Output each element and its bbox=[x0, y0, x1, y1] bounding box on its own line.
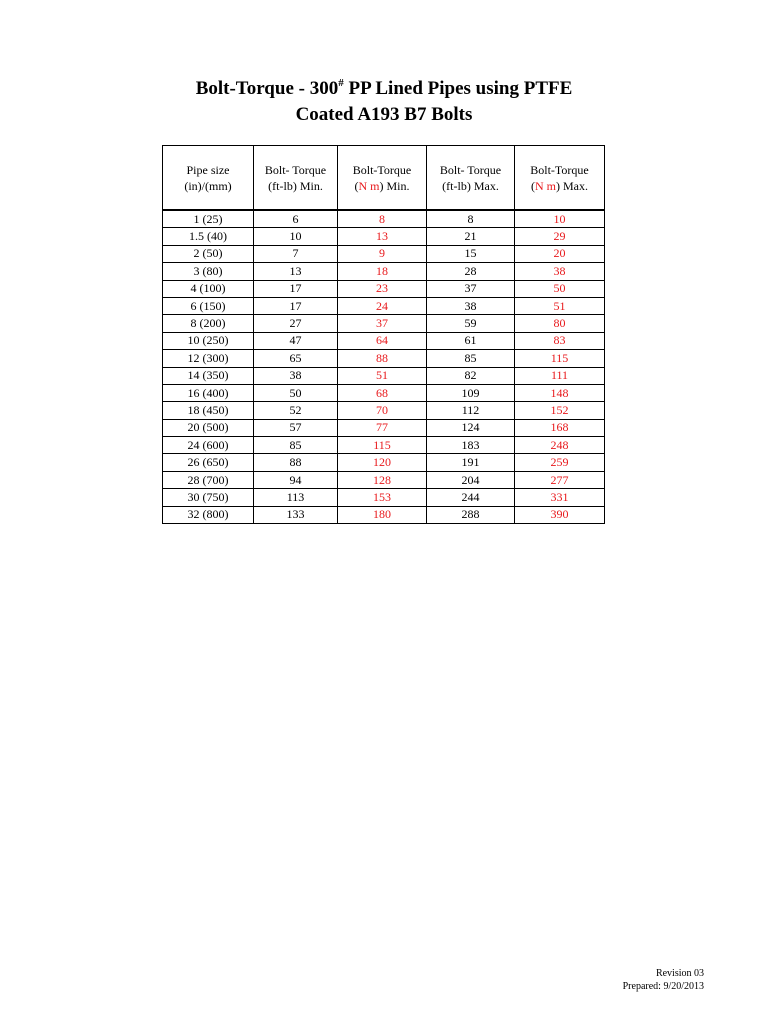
torque-ftlb-max-cell: 112 bbox=[427, 402, 515, 419]
torque-nm-max-cell: 111 bbox=[515, 367, 605, 384]
torque-nm-min-cell: 77 bbox=[338, 419, 427, 436]
table-row bbox=[163, 228, 605, 245]
torque-nm-min-cell: 120 bbox=[338, 454, 427, 471]
torque-ftlb-min-cell: 27 bbox=[254, 315, 338, 332]
table-header bbox=[163, 146, 605, 211]
torque-nm-max-cell: 390 bbox=[515, 506, 605, 523]
table-row bbox=[163, 471, 605, 488]
torque-nm-min-cell: 24 bbox=[338, 297, 427, 314]
pipe-size-cell: 20 (500) bbox=[163, 419, 254, 436]
table-row bbox=[163, 506, 605, 523]
torque-nm-max-cell: 51 bbox=[515, 297, 605, 314]
torque-ftlb-max-cell: 244 bbox=[427, 489, 515, 506]
pipe-size-cell: 6 (150) bbox=[163, 297, 254, 314]
torque-nm-max-cell: 80 bbox=[515, 315, 605, 332]
pipe-size-cell: 12 (300) bbox=[163, 350, 254, 367]
torque-ftlb-min-cell: 133 bbox=[254, 506, 338, 523]
pipe-size-cell: 8 (200) bbox=[163, 315, 254, 332]
document-title-line-1 bbox=[0, 76, 768, 102]
torque-nm-max-cell: 38 bbox=[515, 263, 605, 280]
torque-nm-min-cell: 8 bbox=[338, 210, 427, 228]
torque-nm-max-cell: 259 bbox=[515, 454, 605, 471]
header-torque-nm-min: Bolt-Torque (N m) Min. bbox=[338, 146, 427, 211]
table-row bbox=[163, 402, 605, 419]
title-superscript: # bbox=[338, 76, 344, 89]
pipe-size-cell: 3 (80) bbox=[163, 263, 254, 280]
table-row bbox=[163, 210, 605, 228]
torque-nm-min-cell: 64 bbox=[338, 332, 427, 349]
torque-ftlb-max-cell: 109 bbox=[427, 384, 515, 401]
document-title-line-2: Coated A193 B7 Bolts bbox=[295, 104, 473, 125]
torque-ftlb-min-cell: 17 bbox=[254, 280, 338, 297]
torque-nm-min-cell: 23 bbox=[338, 280, 427, 297]
torque-nm-max-cell: 83 bbox=[515, 332, 605, 349]
pipe-size-cell: 26 (650) bbox=[163, 454, 254, 471]
torque-nm-max-cell: 277 bbox=[515, 471, 605, 488]
torque-ftlb-min-cell: 47 bbox=[254, 332, 338, 349]
torque-ftlb-min-cell: 52 bbox=[254, 402, 338, 419]
pipe-size-cell: 18 (450) bbox=[163, 402, 254, 419]
pipe-size-cell: 2 (50) bbox=[163, 245, 254, 262]
torque-ftlb-min-cell: 65 bbox=[254, 350, 338, 367]
torque-ftlb-max-cell: 15 bbox=[427, 245, 515, 262]
table-row bbox=[163, 419, 605, 436]
torque-nm-min-cell: 68 bbox=[338, 384, 427, 401]
torque-nm-max-cell: 10 bbox=[515, 210, 605, 228]
torque-ftlb-max-cell: 38 bbox=[427, 297, 515, 314]
pipe-size-cell: 24 (600) bbox=[163, 437, 254, 454]
torque-nm-max-cell: 148 bbox=[515, 384, 605, 401]
table-row bbox=[163, 367, 605, 384]
table-row bbox=[163, 315, 605, 332]
table-body bbox=[163, 210, 605, 524]
torque-ftlb-min-cell: 50 bbox=[254, 384, 338, 401]
bolt-torque-table bbox=[162, 145, 605, 524]
torque-nm-min-cell: 51 bbox=[338, 367, 427, 384]
torque-ftlb-max-cell: 59 bbox=[427, 315, 515, 332]
torque-ftlb-min-cell: 10 bbox=[254, 228, 338, 245]
table-row bbox=[163, 454, 605, 471]
torque-nm-min-cell: 9 bbox=[338, 245, 427, 262]
torque-nm-max-cell: 168 bbox=[515, 419, 605, 436]
unit-nm-label: N m bbox=[358, 178, 380, 193]
torque-ftlb-min-cell: 85 bbox=[254, 437, 338, 454]
torque-nm-max-cell: 152 bbox=[515, 402, 605, 419]
pipe-size-cell: 32 (800) bbox=[163, 506, 254, 523]
torque-ftlb-max-cell: 37 bbox=[427, 280, 515, 297]
pipe-size-cell: 1.5 (40) bbox=[163, 228, 254, 245]
torque-nm-min-cell: 128 bbox=[338, 471, 427, 488]
table-row bbox=[163, 332, 605, 349]
torque-ftlb-min-cell: 6 bbox=[254, 210, 338, 228]
torque-nm-min-cell: 180 bbox=[338, 506, 427, 523]
torque-nm-min-cell: 18 bbox=[338, 263, 427, 280]
pipe-size-cell: 4 (100) bbox=[163, 280, 254, 297]
pipe-size-cell: 30 (750) bbox=[163, 489, 254, 506]
pipe-size-cell: 28 (700) bbox=[163, 471, 254, 488]
torque-ftlb-min-cell: 7 bbox=[254, 245, 338, 262]
torque-nm-max-cell: 331 bbox=[515, 489, 605, 506]
table-row bbox=[163, 297, 605, 314]
torque-ftlb-min-cell: 13 bbox=[254, 263, 338, 280]
torque-nm-min-cell: 88 bbox=[338, 350, 427, 367]
torque-nm-min-cell: 13 bbox=[338, 228, 427, 245]
torque-nm-min-cell: 70 bbox=[338, 402, 427, 419]
header-torque-ftlb-min: Bolt- Torque (ft-lb) Min. bbox=[254, 146, 338, 211]
torque-nm-max-cell: 248 bbox=[515, 437, 605, 454]
torque-ftlb-min-cell: 17 bbox=[254, 297, 338, 314]
header-row bbox=[163, 146, 605, 211]
header-torque-nm-max: Bolt-Torque (N m) Max. bbox=[515, 146, 605, 211]
torque-ftlb-min-cell: 88 bbox=[254, 454, 338, 471]
torque-ftlb-min-cell: 113 bbox=[254, 489, 338, 506]
torque-ftlb-max-cell: 204 bbox=[427, 471, 515, 488]
torque-ftlb-max-cell: 191 bbox=[427, 454, 515, 471]
torque-ftlb-min-cell: 38 bbox=[254, 367, 338, 384]
torque-ftlb-max-cell: 124 bbox=[427, 419, 515, 436]
table-row bbox=[163, 280, 605, 297]
revision-label: Revision 03 bbox=[655, 968, 704, 979]
torque-nm-max-cell: 29 bbox=[515, 228, 605, 245]
table-row bbox=[163, 350, 605, 367]
table-row bbox=[163, 245, 605, 262]
title-text-part-2: PP Lined Pipes using PTFE bbox=[343, 78, 573, 99]
torque-ftlb-max-cell: 61 bbox=[427, 332, 515, 349]
torque-nm-max-cell: 20 bbox=[515, 245, 605, 262]
torque-ftlb-min-cell: 57 bbox=[254, 419, 338, 436]
torque-ftlb-max-cell: 8 bbox=[427, 210, 515, 228]
pipe-size-cell: 10 (250) bbox=[163, 332, 254, 349]
torque-nm-min-cell: 153 bbox=[338, 489, 427, 506]
torque-ftlb-max-cell: 183 bbox=[427, 437, 515, 454]
torque-nm-max-cell: 50 bbox=[515, 280, 605, 297]
table-row bbox=[163, 437, 605, 454]
table-row bbox=[163, 489, 605, 506]
header-pipe-size: Pipe size (in)/(mm) bbox=[163, 146, 254, 211]
unit-nm-label: N m bbox=[535, 178, 556, 193]
title-text-part-1: Bolt-Torque - 300 bbox=[195, 78, 339, 99]
torque-ftlb-max-cell: 82 bbox=[427, 367, 515, 384]
torque-ftlb-max-cell: 28 bbox=[427, 263, 515, 280]
pipe-size-cell: 14 (350) bbox=[163, 367, 254, 384]
torque-ftlb-min-cell: 94 bbox=[254, 471, 338, 488]
pipe-size-cell: 16 (400) bbox=[163, 384, 254, 401]
torque-ftlb-max-cell: 288 bbox=[427, 506, 515, 523]
torque-nm-min-cell: 115 bbox=[338, 437, 427, 454]
pipe-size-cell: 1 (25) bbox=[163, 210, 254, 228]
torque-ftlb-max-cell: 21 bbox=[427, 228, 515, 245]
torque-ftlb-max-cell: 85 bbox=[427, 350, 515, 367]
table-row bbox=[163, 263, 605, 280]
torque-nm-max-cell: 115 bbox=[515, 350, 605, 367]
torque-nm-min-cell: 37 bbox=[338, 315, 427, 332]
table-row bbox=[163, 384, 605, 401]
prepared-date: Prepared: 9/20/2013 bbox=[622, 981, 704, 992]
header-torque-ftlb-max: Bolt- Torque (ft-lb) Max. bbox=[427, 146, 515, 211]
